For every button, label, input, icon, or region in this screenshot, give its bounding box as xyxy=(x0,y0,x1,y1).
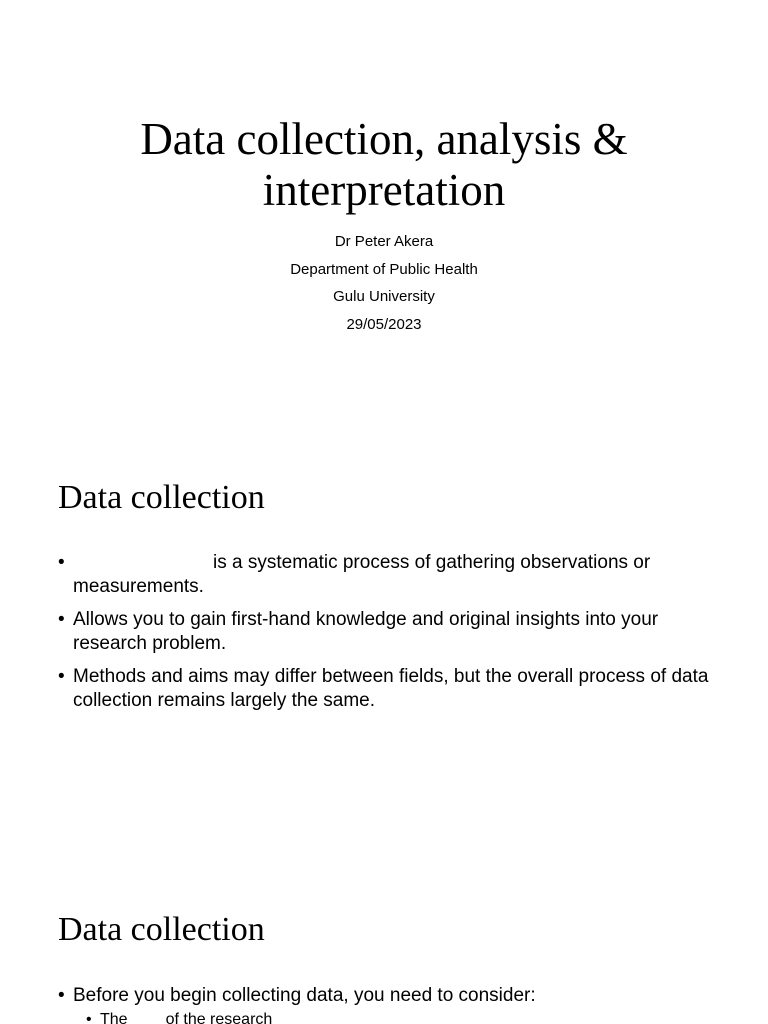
title-slide xyxy=(0,0,768,434)
title-line-1: Data collection, analysis & xyxy=(140,114,628,164)
bullet-item xyxy=(58,665,718,713)
data-collection-slide-2 xyxy=(0,868,768,1024)
bullet-text: is a systematic process of gathering observations or measurements. xyxy=(73,552,651,597)
author-name: Dr Peter Akera xyxy=(334,233,434,250)
bullet-dot: • xyxy=(58,985,65,1006)
sub-bullet-list xyxy=(73,1010,718,1024)
sub-bullet-text-end: of the research xyxy=(165,1011,273,1024)
bullet-dot: • xyxy=(58,609,65,630)
bullet-list xyxy=(58,551,718,722)
bullet-item xyxy=(58,551,718,599)
bullet-list xyxy=(58,984,718,1024)
university-name: Gulu University xyxy=(333,288,435,305)
slide-heading: Data collection xyxy=(58,911,265,948)
bullet-text: Allows you to gain first-hand knowledge and original insights into your research problem. xyxy=(73,609,659,654)
department-name: Department of Public Health xyxy=(290,260,478,278)
subtitle-block xyxy=(0,228,768,338)
bullet-dot: • xyxy=(86,1011,92,1024)
presentation-title xyxy=(0,114,768,216)
slide-heading: Data collection xyxy=(58,479,265,516)
bullet-dot: • xyxy=(58,666,65,687)
data-collection-slide xyxy=(0,434,768,868)
bullet-text: Before you begin collecting data, you need to consider: xyxy=(73,985,536,1006)
presentation-date: 29/05/2023 xyxy=(346,315,422,333)
bullet-dot: • xyxy=(58,552,65,573)
bullet-text: Methods and aims may differ between fields, but the overall process of data collection remains largely the same. xyxy=(73,666,709,711)
title-line-2: interpretation xyxy=(262,165,506,215)
sub-bullet-item xyxy=(86,1010,718,1024)
sub-bullet-text-start: The xyxy=(100,1011,128,1024)
bullet-item xyxy=(58,984,718,1024)
bullet-item xyxy=(58,608,718,656)
